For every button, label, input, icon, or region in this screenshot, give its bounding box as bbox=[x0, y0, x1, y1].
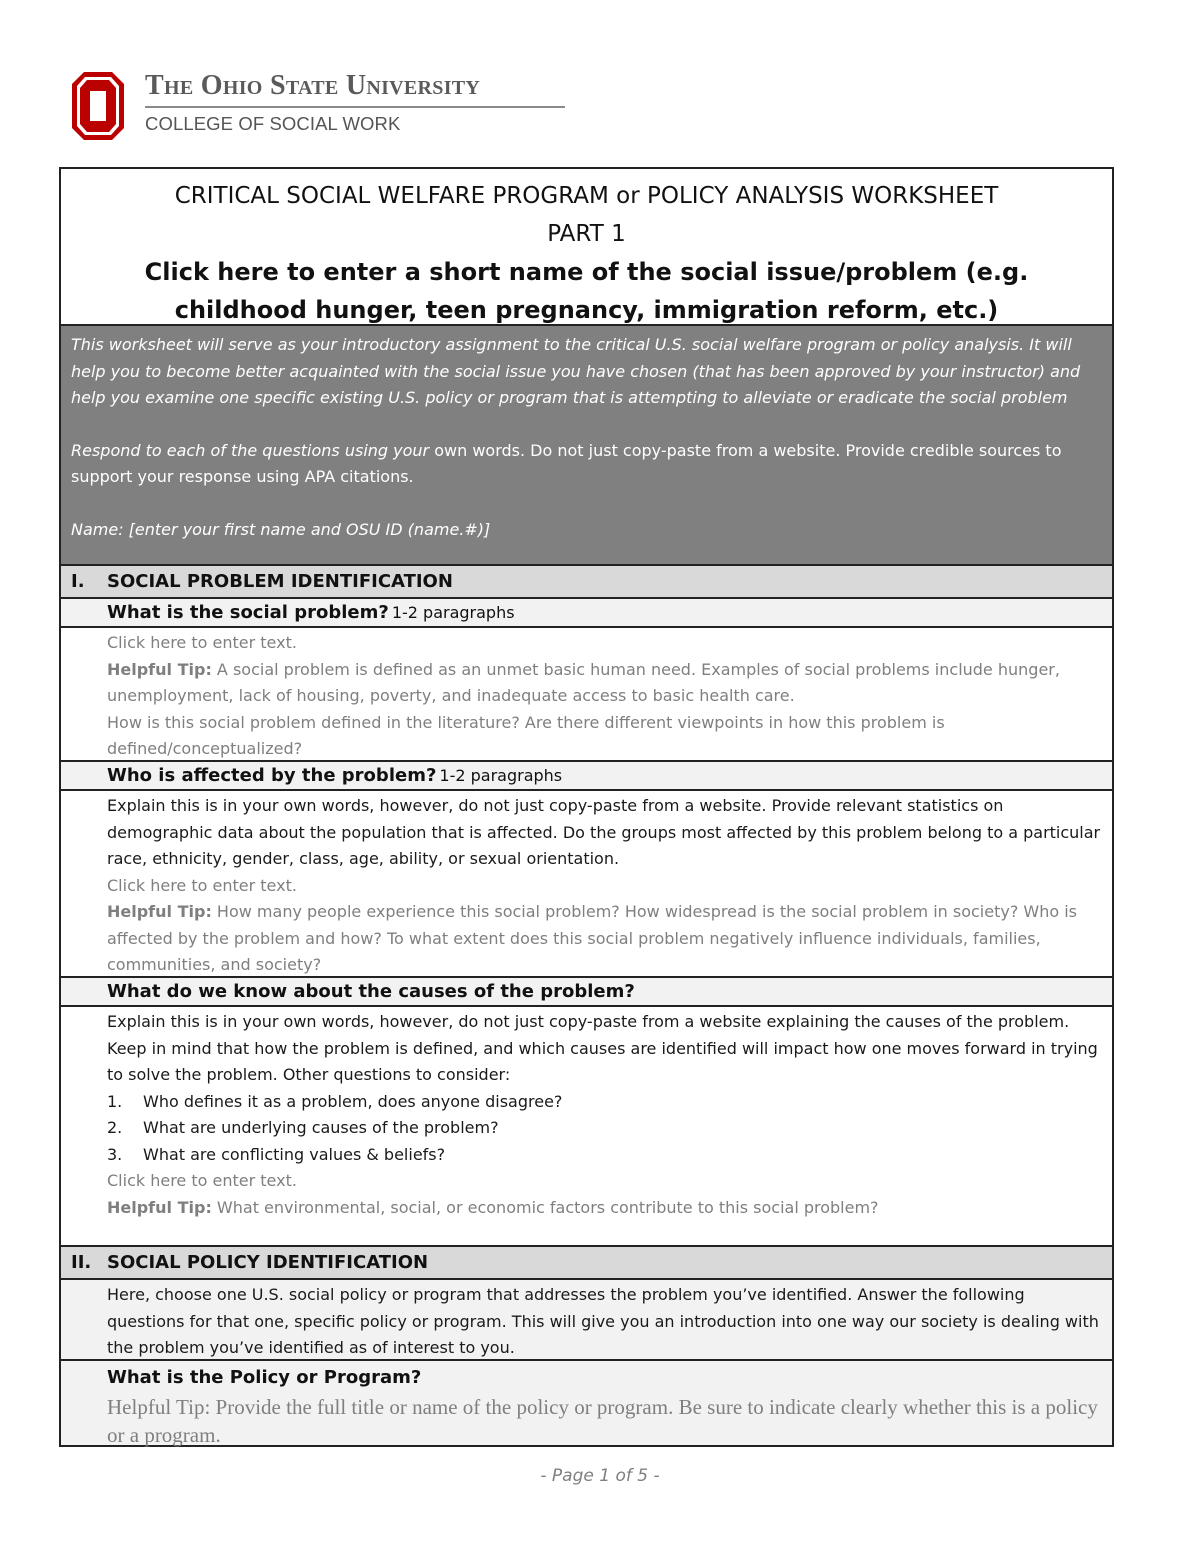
osu-block-o-logo bbox=[70, 70, 126, 142]
social-issue-field[interactable]: Click here to enter a short name of the social issue/problem (e.g. childhood hunger, teen pregnancy, immigration reform, etc.) bbox=[144, 258, 1029, 324]
helpful-tip: Helpful Tip: A social problem is defined as an unmet basic human need. Examples of social problems include hunger, unemployment, lack of housing, poverty, and inadequate access to basic health care. bbox=[107, 659, 1060, 705]
answer-placeholder[interactable]: Click here to enter text. bbox=[107, 875, 297, 895]
worksheet-part: PART 1 bbox=[547, 221, 626, 247]
question-label: Who is affected by the problem? bbox=[107, 765, 437, 786]
section-social-problem-identification bbox=[61, 564, 1112, 597]
list-item: 3. What are conflicting values & beliefs? bbox=[107, 1144, 446, 1164]
list-item: 2. What are underlying causes of the problem? bbox=[107, 1118, 499, 1137]
policy-instructions-cell bbox=[61, 1278, 1112, 1359]
intro-response-instructions: Respond to each of the questions using your own words. Do not just copy-paste from a website. Provide credible sources to support your response using APA citations. bbox=[71, 440, 1062, 486]
worksheet-title: CRITICAL SOCIAL WELFARE PROGRAM or POLICY ANALYSIS WORKSHEET bbox=[174, 183, 999, 209]
section-number: I. bbox=[71, 571, 85, 592]
answer-cell-social-problem bbox=[61, 626, 1112, 760]
section-title: SOCIAL PROBLEM IDENTIFICATION bbox=[107, 571, 453, 592]
question-causes-of-problem bbox=[61, 976, 1112, 1005]
length-hint: 1-2 paragraphs bbox=[391, 603, 515, 622]
question-instructions: Explain this is in your own words, however, do not just copy-paste from a website explaining the causes of the problem. Keep in mind that how the problem is defined, and which causes are identified will impact how one moves forward in trying to solve the problem. Other questions to consider: bbox=[107, 1012, 1098, 1084]
question-label: What do we know about the causes of the problem? bbox=[107, 981, 635, 1002]
university-wordmark bbox=[145, 70, 565, 135]
helpful-tip: Helpful Tip: How many people experience this social problem? How widespread is the social problem in society? Who is affected by the problem and how? To what extent does this social problem negatively influence individuals, families, communities, and society? bbox=[107, 902, 1078, 974]
answer-cell-causes bbox=[61, 1005, 1112, 1245]
answer-placeholder[interactable]: Click here to enter text. bbox=[107, 633, 297, 652]
section-social-policy-identification bbox=[61, 1245, 1112, 1278]
student-name-field[interactable]: Name: [enter your first name and OSU ID (name.#)] bbox=[71, 519, 491, 539]
question-instructions: Explain this is in your own words, however, do not just copy-paste from a website. Provide relevant statistics on demographic data about the population that is affected. Do the groups most affected by this problem belong to a particular race, ethnicity, gender, class, age, ability, or sexual orientation. bbox=[107, 796, 1101, 868]
question-what-is-policy bbox=[61, 1359, 1112, 1445]
helpful-tip: Helpful Tip: What environmental, social, or economic factors contribute to this social problem? bbox=[107, 1197, 879, 1217]
question-who-is-affected bbox=[61, 760, 1112, 789]
worksheet-table bbox=[59, 167, 1114, 1447]
question-label: What is the social problem? bbox=[107, 602, 389, 623]
college-name: COLLEGE OF SOCIAL WORK bbox=[145, 113, 401, 134]
length-hint: 1-2 paragraphs bbox=[439, 766, 563, 785]
section-instructions: Here, choose one U.S. social policy or program that addresses the problem you’ve identified. Answer the following questions for that one, specific policy or program. This will give you an introduction into one way our society is dealing with the problem you’ve identified as of interest to you. bbox=[107, 1285, 1099, 1357]
list-item: 1. Who defines it as a problem, does anyone disagree? bbox=[107, 1091, 563, 1111]
answer-cell-who-is-affected bbox=[61, 789, 1112, 976]
university-name: The Ohio State University bbox=[145, 70, 565, 108]
section-number: II. bbox=[71, 1252, 92, 1273]
intro-paragraph: This worksheet will serve as your introductory assignment to the critical U.S. social welfare program or policy analysis. It will help you to become better acquainted with the social issue you have chosen (that has been approved by your instructor) and help you examine one specific existing U.S. policy or program that is attempting to alleviate or eradicate the social problem bbox=[71, 335, 1081, 407]
helpful-tip[interactable]: Helpful Tip: Provide the full title or name of the policy or program. Be sure to indicate clearly whether this is a policy or a program. bbox=[107, 1395, 1098, 1447]
helpful-tip-extra: How is this social problem defined in the literature? Are there different viewpoints in how this problem is defined/conceptualized? bbox=[107, 712, 945, 758]
page-number: - Page 1 of 5 - bbox=[540, 1466, 660, 1486]
question-label: What is the Policy or Program? bbox=[107, 1367, 422, 1388]
consider-questions-list bbox=[107, 1089, 1102, 1169]
answer-placeholder[interactable]: Click here to enter text. bbox=[107, 1171, 297, 1190]
worksheet-title-block bbox=[61, 169, 1112, 324]
question-what-is-social-problem bbox=[61, 597, 1112, 626]
section-title: SOCIAL POLICY IDENTIFICATION bbox=[107, 1252, 429, 1273]
intro-instructions bbox=[61, 324, 1112, 564]
